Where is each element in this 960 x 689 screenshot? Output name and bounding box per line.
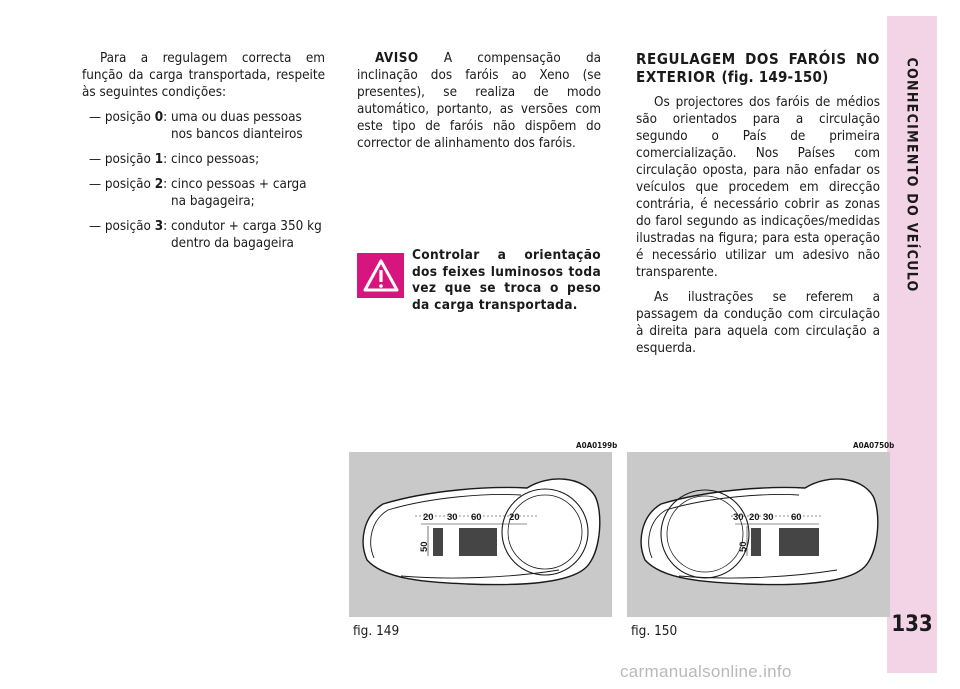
dimension-label: 60	[791, 512, 802, 523]
section-label-text: CONHECIMENTO DO VEÍCULO	[904, 57, 921, 293]
item-text: cinco pessoas;	[171, 152, 260, 167]
dimension-label: 30	[447, 512, 458, 523]
column-3	[636, 50, 880, 365]
item-text: condutor + carga 350 kg dentro da bagageira	[171, 219, 322, 251]
list-item: — posição 2: cinco pessoas + carga na bagageira;	[82, 176, 325, 210]
dimension-label: 20	[423, 512, 434, 523]
height-label: 50	[738, 541, 749, 552]
paragraph: As ilustrações se referem a passagem da condução com circulação à direita para aquela com circulação a esquerda.	[636, 290, 880, 356]
list-item: — posição 0: uma ou duas pessoas nos bancos dianteiros	[82, 109, 325, 143]
load-position-list	[82, 109, 325, 252]
item-number: 2	[154, 177, 164, 192]
item-text: uma ou duas pessoas nos bancos dianteiros	[171, 110, 303, 142]
section-label	[887, 20, 937, 330]
figure-code: A0A0750b	[853, 441, 895, 450]
aviso-label: AVISO	[375, 51, 419, 66]
dimension-label: 60	[471, 512, 482, 523]
figure-caption: fig. 149	[353, 623, 400, 639]
dimension-label: 30	[763, 512, 774, 523]
item-number: 0	[154, 110, 164, 125]
dimension-label: 20	[749, 512, 760, 523]
dimension-label: 30	[733, 512, 744, 523]
item-prefix: — posição	[89, 177, 155, 192]
list-item: — posição 1: cinco pessoas;	[82, 151, 325, 168]
item-number: 3	[154, 219, 164, 234]
warning-text: Controlar a orientação dos feixes luminosos toda vez que se troca o peso da carga transportada.	[412, 247, 601, 313]
aviso-text: A compensação da inclinação dos faróis ao Xeno (se presentes), se realiza de modo automático, portanto, as versões com este tipo de faróis não dispõem do corrector de alinhamento dos faróis.	[357, 51, 601, 151]
column-2	[357, 50, 601, 160]
aviso-paragraph	[357, 50, 601, 152]
item-text: cinco pessoas + carga na bagageira;	[171, 177, 307, 209]
paragraph: Os projectores dos faróis de médios são orientados para a circulação segundo o País de primeira comercialização. Nos Países com circulação oposta, para não enfadar os veículos que procedem em direcção contrária, é necessário cobrir as zonas do farol segundo as indicações/medidas ilustradas na figura; para esta operação é necessário utilizar um adesivo não transparente.	[636, 95, 880, 280]
item-prefix: — posição	[89, 110, 155, 125]
item-prefix: — posição	[89, 219, 155, 234]
figure-149	[349, 452, 612, 617]
headlamp-illustration	[349, 452, 612, 617]
figure-caption: fig. 150	[631, 623, 678, 639]
intro-paragraph: Para a regulagem correcta em função da carga transportada, respeite às seguintes condições:	[82, 51, 325, 100]
headlamp-illustration	[627, 452, 890, 617]
dimension-label: 20	[509, 512, 520, 523]
list-item: — posição 3: condutor + carga 350 kg dentro da bagageira	[82, 218, 325, 252]
warning-box	[357, 247, 601, 313]
warning-icon	[357, 253, 404, 298]
watermark: carmanualsonline.info	[620, 662, 792, 681]
figure-150	[627, 452, 890, 617]
page-number: 133	[891, 612, 933, 637]
item-number: 1	[154, 152, 164, 167]
column-1	[82, 50, 325, 260]
height-label: 50	[419, 541, 430, 552]
figure-reference: (fig. 149-150)	[721, 68, 829, 86]
item-prefix: — posição	[89, 152, 155, 167]
section-title-text: REGULAGEM DOS FARÓIS NO EXTERIOR	[636, 50, 880, 86]
figure-code: A0A0199b	[576, 441, 618, 450]
section-title	[636, 50, 880, 86]
